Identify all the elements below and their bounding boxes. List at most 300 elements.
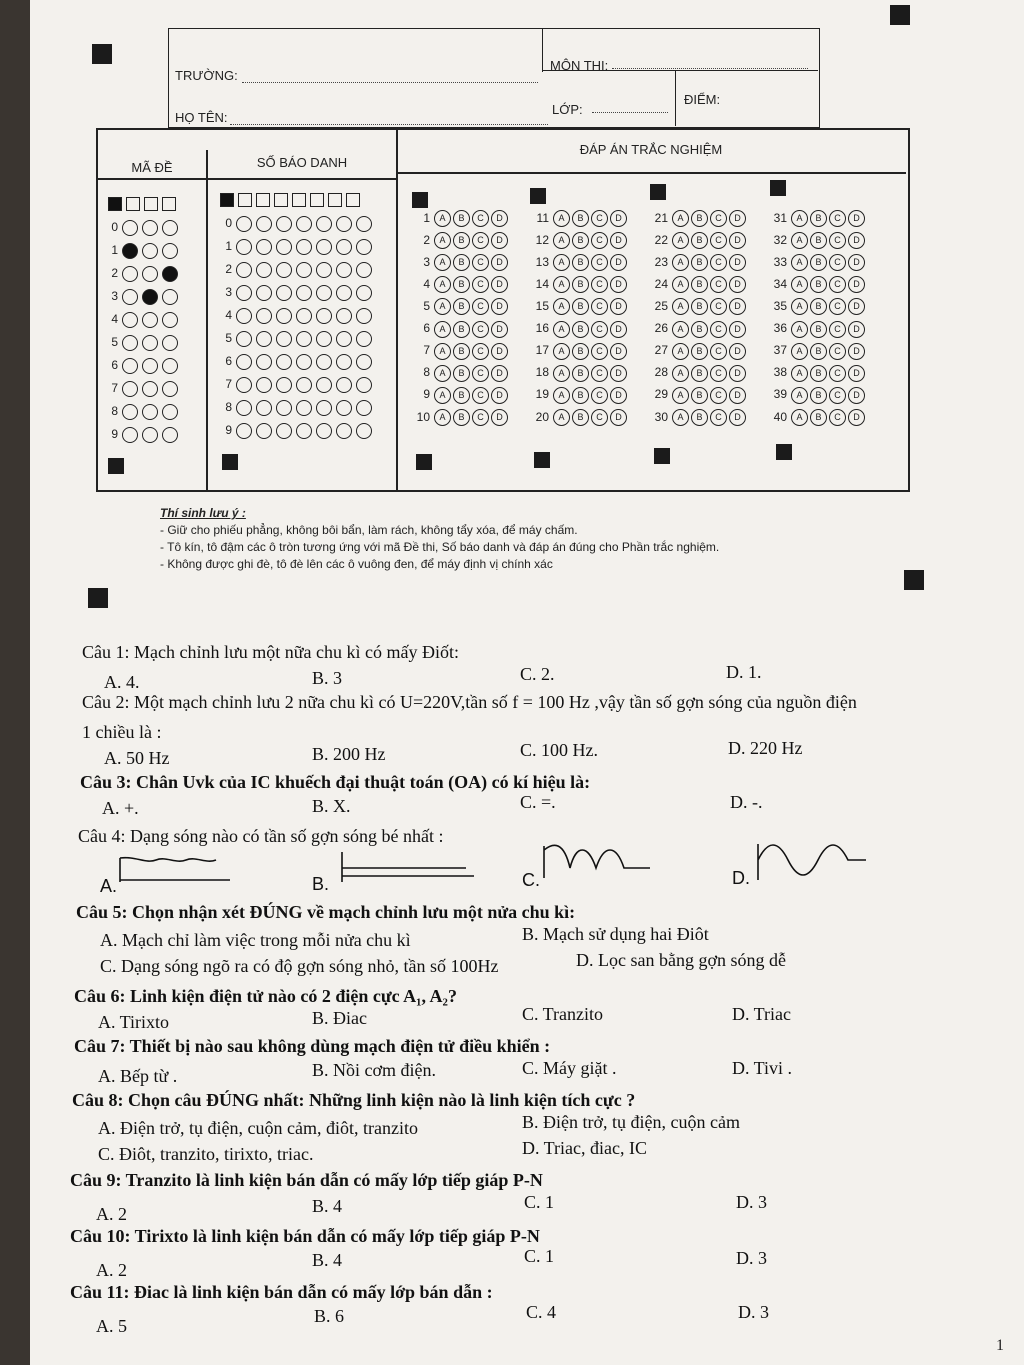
answer-bubble[interactable]: A <box>791 210 808 227</box>
ma-de-bubble[interactable] <box>142 289 158 305</box>
answer-bubble[interactable]: C <box>829 298 846 315</box>
answer-marker <box>650 184 666 200</box>
ma-de-bubble[interactable] <box>122 243 138 259</box>
answer-bubble[interactable]: D <box>848 321 865 338</box>
answer-bubble[interactable]: D <box>610 409 627 426</box>
answer-bubble[interactable]: B <box>572 409 589 426</box>
sbd-bubble[interactable] <box>356 216 372 232</box>
answer-bubble[interactable]: D <box>848 298 865 315</box>
answer-bubble[interactable]: B <box>810 276 827 293</box>
question-4: Câu 4: Dạng sóng nào có tần số gợn sóng bé nhất : <box>78 826 444 846</box>
answer-bubble[interactable]: A <box>672 387 689 404</box>
answer-bubble[interactable]: B <box>691 276 708 293</box>
sbd-bubble[interactable] <box>276 331 292 347</box>
answer-bubble[interactable]: B <box>810 210 827 227</box>
answer-bubble[interactable]: B <box>572 232 589 249</box>
sbd-bubble[interactable] <box>276 239 292 255</box>
sbd-bubble[interactable] <box>316 354 332 370</box>
ma-de-bubble[interactable] <box>142 427 158 443</box>
answer-bubble[interactable]: C <box>472 321 489 338</box>
sbd-bubble[interactable] <box>256 400 272 416</box>
answer-bubble[interactable]: B <box>810 298 827 315</box>
answer-bubble[interactable]: B <box>453 343 470 360</box>
sbd-bubble[interactable] <box>296 354 312 370</box>
answer-bubble[interactable]: B <box>691 387 708 404</box>
sbd-bubble[interactable] <box>276 423 292 439</box>
sbd-bubble[interactable] <box>336 423 352 439</box>
answer-bubble[interactable]: B <box>572 210 589 227</box>
digit-label: 5 <box>225 331 232 346</box>
sbd-bubble[interactable] <box>276 216 292 232</box>
question-number: 20 <box>535 409 549 424</box>
sbd-bubble[interactable] <box>236 262 252 278</box>
ma-de-bubble[interactable] <box>162 289 178 305</box>
ma-de-row <box>108 312 182 328</box>
sbd-bubble[interactable] <box>296 331 312 347</box>
option-d: D. 220 Hz <box>728 738 803 758</box>
answer-bubble[interactable]: B <box>810 343 827 360</box>
question-number: 21 <box>654 210 668 225</box>
sbd-bubble[interactable] <box>276 308 292 324</box>
answer-bubble[interactable]: D <box>491 276 508 293</box>
answer-bubble[interactable]: A <box>791 298 808 315</box>
answer-bubble[interactable]: B <box>453 387 470 404</box>
answer-bubble[interactable]: C <box>710 254 727 271</box>
ma-de-bubble[interactable] <box>162 381 178 397</box>
answer-bubble[interactable]: A <box>791 321 808 338</box>
ma-de-bubble[interactable] <box>162 312 178 328</box>
answer-bubble[interactable]: C <box>591 321 608 338</box>
sbd-bubble[interactable] <box>256 285 272 301</box>
answer-bubble[interactable]: D <box>491 365 508 382</box>
option-d: D. 3 <box>736 1248 767 1268</box>
answer-bubble[interactable]: B <box>453 409 470 426</box>
sbd-bubble[interactable] <box>356 377 372 393</box>
answer-bubble[interactable]: D <box>491 210 508 227</box>
answer-bubble[interactable]: B <box>691 232 708 249</box>
answer-bubble[interactable]: C <box>472 409 489 426</box>
answer-bubble[interactable]: D <box>848 343 865 360</box>
answer-bubble[interactable]: D <box>729 210 746 227</box>
answer-bubble[interactable]: C <box>710 387 727 404</box>
answer-group <box>769 409 888 426</box>
answer-bubble[interactable]: B <box>691 298 708 315</box>
answer-bubble[interactable]: A <box>553 365 570 382</box>
answer-group <box>650 210 769 227</box>
sbd-bubble[interactable] <box>316 285 332 301</box>
sbd-bubble[interactable] <box>296 400 312 416</box>
answer-bubble[interactable]: A <box>553 232 570 249</box>
sbd-bubble[interactable] <box>316 262 332 278</box>
question-number: 34 <box>773 276 787 291</box>
question-number: 9 <box>423 387 430 402</box>
answer-bubble[interactable]: A <box>553 409 570 426</box>
answer-bubble[interactable]: A <box>672 321 689 338</box>
ma-de-bubble[interactable] <box>142 381 158 397</box>
ma-de-bubble[interactable] <box>122 335 138 351</box>
sbd-bubble[interactable] <box>276 377 292 393</box>
answer-bubble[interactable]: B <box>453 276 470 293</box>
answer-group <box>650 276 769 293</box>
answer-bubble[interactable]: A <box>434 276 451 293</box>
answer-bubble[interactable]: D <box>729 343 746 360</box>
ma-de-bubble[interactable] <box>162 358 178 374</box>
sbd-bubble[interactable] <box>336 239 352 255</box>
answer-bubble[interactable]: D <box>610 321 627 338</box>
answer-bubble[interactable]: B <box>810 409 827 426</box>
ma-de-row <box>108 404 182 420</box>
sbd-bubble[interactable] <box>316 239 332 255</box>
answer-bubble[interactable]: A <box>672 365 689 382</box>
answer-bubble[interactable]: A <box>434 254 451 271</box>
answer-bubble[interactable]: B <box>691 254 708 271</box>
answer-bubble[interactable]: C <box>829 387 846 404</box>
answer-bubble[interactable]: D <box>610 254 627 271</box>
answer-bubble[interactable]: A <box>553 254 570 271</box>
answer-bubble[interactable]: B <box>572 254 589 271</box>
ma-de-bubble[interactable] <box>122 289 138 305</box>
answer-bubble[interactable]: C <box>472 210 489 227</box>
sbd-bubble[interactable] <box>336 262 352 278</box>
answer-group <box>531 254 650 271</box>
ma-de-bubble[interactable] <box>142 243 158 259</box>
answer-bubble[interactable]: D <box>610 210 627 227</box>
answer-bubble[interactable]: C <box>829 276 846 293</box>
answer-bubble[interactable]: A <box>434 210 451 227</box>
answer-bubble[interactable]: A <box>791 254 808 271</box>
answer-bubble[interactable]: A <box>553 387 570 404</box>
sbd-bubble[interactable] <box>236 377 252 393</box>
sbd-bubble[interactable] <box>256 239 272 255</box>
answer-bubble[interactable]: D <box>610 365 627 382</box>
answer-bubble[interactable]: A <box>672 232 689 249</box>
answer-bubble[interactable]: C <box>591 409 608 426</box>
sbd-bubble[interactable] <box>336 216 352 232</box>
answer-bubble[interactable]: B <box>453 321 470 338</box>
answer-bubble[interactable]: B <box>572 365 589 382</box>
answer-bubble[interactable]: A <box>553 298 570 315</box>
ma-de-bubble[interactable] <box>122 404 138 420</box>
option-d: D. 3 <box>738 1302 769 1322</box>
answer-bubble[interactable]: C <box>591 276 608 293</box>
answer-bubble[interactable]: C <box>591 210 608 227</box>
answer-bubble[interactable]: B <box>453 365 470 382</box>
answer-bubble[interactable]: D <box>491 232 508 249</box>
answer-bubble[interactable]: C <box>591 343 608 360</box>
option-c: C. 1 <box>524 1192 555 1212</box>
answer-bubble[interactable]: D <box>848 365 865 382</box>
option-b: B. 4 <box>312 1196 343 1216</box>
answer-bubble[interactable]: C <box>710 276 727 293</box>
answer-bubble[interactable]: A <box>553 321 570 338</box>
answer-bubble[interactable]: B <box>810 254 827 271</box>
sbd-bubble[interactable] <box>336 285 352 301</box>
answer-bubble[interactable]: C <box>829 254 846 271</box>
answer-bubble[interactable]: D <box>610 298 627 315</box>
ma-de-bubble[interactable] <box>162 404 178 420</box>
ma-de-bubble[interactable] <box>162 220 178 236</box>
answer-bubble[interactable]: A <box>434 232 451 249</box>
sbd-bubble[interactable] <box>276 354 292 370</box>
answer-bubble[interactable]: A <box>434 387 451 404</box>
grid-title-row2 <box>396 172 906 174</box>
sbd-bubble[interactable] <box>236 354 252 370</box>
sbd-bubble[interactable] <box>356 400 372 416</box>
answer-bubble[interactable]: C <box>591 254 608 271</box>
answer-bubble[interactable]: B <box>453 232 470 249</box>
answer-bubble[interactable]: A <box>672 254 689 271</box>
answer-bubble[interactable]: A <box>553 343 570 360</box>
sbd-bubble[interactable] <box>256 331 272 347</box>
sbd-bubble[interactable] <box>256 216 272 232</box>
class-line <box>592 112 668 113</box>
answer-bubble[interactable]: C <box>472 365 489 382</box>
answer-bubble[interactable]: A <box>672 298 689 315</box>
answer-bubble[interactable]: B <box>453 298 470 315</box>
sbd-bubble[interactable] <box>236 285 252 301</box>
answer-bubble[interactable]: B <box>453 254 470 271</box>
sbd-bubble[interactable] <box>316 377 332 393</box>
ma-de-bubble[interactable] <box>142 335 158 351</box>
sbd-bubble[interactable] <box>296 308 312 324</box>
sbd-bubble[interactable] <box>356 331 372 347</box>
option-c: C. 4 <box>526 1302 557 1322</box>
ma-de-bubble[interactable] <box>122 427 138 443</box>
answer-bubble[interactable]: A <box>791 232 808 249</box>
answer-bubble[interactable]: C <box>472 276 489 293</box>
answer-bubble[interactable]: B <box>453 210 470 227</box>
answer-bubble[interactable]: B <box>572 298 589 315</box>
ma-de-bubble[interactable] <box>142 220 158 236</box>
sbd-bubble[interactable] <box>356 354 372 370</box>
sbd-bubble[interactable] <box>356 308 372 324</box>
answer-bubble[interactable]: D <box>729 276 746 293</box>
answer-bubble[interactable]: C <box>829 210 846 227</box>
sbd-bubble[interactable] <box>336 331 352 347</box>
sbd-row <box>222 400 376 416</box>
ma-de-bubble[interactable] <box>122 312 138 328</box>
answer-bubble[interactable]: B <box>572 387 589 404</box>
ma-de-bubble[interactable] <box>142 404 158 420</box>
answer-bubble[interactable]: D <box>491 343 508 360</box>
sbd-bubble[interactable] <box>336 354 352 370</box>
digit-label: 1 <box>111 243 118 258</box>
answer-bubble[interactable]: B <box>810 365 827 382</box>
ma-de-bubble[interactable] <box>122 266 138 282</box>
sbd-bubble[interactable] <box>296 423 312 439</box>
answer-bubble[interactable]: D <box>610 343 627 360</box>
ma-de-bubble[interactable] <box>122 220 138 236</box>
answer-bubble[interactable]: B <box>810 232 827 249</box>
answer-bubble[interactable]: A <box>672 343 689 360</box>
answer-bubble[interactable]: D <box>729 298 746 315</box>
answer-bubble[interactable]: C <box>829 232 846 249</box>
answer-bubble[interactable]: D <box>848 232 865 249</box>
sbd-bubble[interactable] <box>316 400 332 416</box>
answer-bubble[interactable]: A <box>791 343 808 360</box>
answer-bubble[interactable]: D <box>491 387 508 404</box>
sbd-bubble[interactable] <box>236 331 252 347</box>
answer-bubble[interactable]: B <box>572 276 589 293</box>
answer-bubble[interactable]: D <box>848 254 865 271</box>
sbd-bubble[interactable] <box>256 308 272 324</box>
answer-bubble[interactable]: A <box>553 210 570 227</box>
answer-bubble[interactable]: C <box>710 210 727 227</box>
ma-de-bubble[interactable] <box>162 266 178 282</box>
answer-bubble[interactable]: B <box>691 210 708 227</box>
answer-bubble[interactable]: C <box>710 409 727 426</box>
answer-bubble[interactable]: A <box>791 365 808 382</box>
answer-bubble[interactable]: D <box>610 276 627 293</box>
answer-bubble[interactable]: C <box>472 298 489 315</box>
answer-bubble[interactable]: C <box>472 232 489 249</box>
sbd-bubble[interactable] <box>296 216 312 232</box>
answer-bubble[interactable]: D <box>729 321 746 338</box>
answer-bubble[interactable]: D <box>729 232 746 249</box>
answer-bubble[interactable]: D <box>610 232 627 249</box>
question-number: 3 <box>423 254 430 269</box>
sbd-bubble[interactable] <box>336 308 352 324</box>
question-7: Câu 7: Thiết bị nào sau không dùng mạch điện tử điều khiển : <box>74 1036 551 1056</box>
answer-bubble[interactable]: B <box>691 343 708 360</box>
answer-bubble[interactable]: C <box>710 343 727 360</box>
ma-de-header-squares <box>108 196 180 211</box>
answer-bubble[interactable]: D <box>491 254 508 271</box>
answer-bubble[interactable]: A <box>434 298 451 315</box>
sbd-bubble[interactable] <box>256 354 272 370</box>
sbd-square <box>274 193 288 207</box>
marker-top-left <box>92 44 112 64</box>
answer-group <box>412 210 531 227</box>
answer-bubble[interactable]: B <box>691 365 708 382</box>
answer-bubble[interactable]: A <box>434 343 451 360</box>
sbd-bubble[interactable] <box>356 239 372 255</box>
sbd-bubble[interactable] <box>236 216 252 232</box>
sbd-bubble[interactable] <box>336 377 352 393</box>
answer-bubble[interactable]: C <box>472 254 489 271</box>
answer-bubble[interactable]: A <box>672 409 689 426</box>
sbd-bubble[interactable] <box>316 423 332 439</box>
sbd-bubble[interactable] <box>316 308 332 324</box>
answer-bubble[interactable]: A <box>791 409 808 426</box>
answer-bubble[interactable]: C <box>710 365 727 382</box>
sbd-bubble[interactable] <box>316 216 332 232</box>
answer-group <box>769 343 888 360</box>
answer-bubble[interactable]: D <box>848 387 865 404</box>
answer-bubble[interactable]: B <box>810 387 827 404</box>
ma-de-bubble[interactable] <box>142 266 158 282</box>
answer-bubble[interactable]: C <box>591 232 608 249</box>
answer-bubble[interactable]: B <box>810 321 827 338</box>
answer-bubble[interactable]: D <box>848 210 865 227</box>
question-number: 18 <box>535 365 549 380</box>
answer-bubble[interactable]: A <box>791 276 808 293</box>
sbd-bubble[interactable] <box>256 262 272 278</box>
answer-bubble[interactable]: C <box>829 321 846 338</box>
question-number: 23 <box>654 254 668 269</box>
answer-bubble[interactable]: B <box>572 343 589 360</box>
answer-bubble[interactable]: A <box>434 409 451 426</box>
sbd-bubble[interactable] <box>236 308 252 324</box>
answer-group <box>531 409 650 426</box>
sbd-bubble[interactable] <box>236 423 252 439</box>
answer-bubble[interactable]: C <box>710 232 727 249</box>
answer-row <box>412 387 888 404</box>
answer-bubble[interactable]: D <box>848 409 865 426</box>
sbd-bubble[interactable] <box>356 262 372 278</box>
sbd-bubble[interactable] <box>236 239 252 255</box>
ma-de-bubble[interactable] <box>142 312 158 328</box>
answer-bubble[interactable]: C <box>591 298 608 315</box>
sbd-bubble[interactable] <box>316 331 332 347</box>
answer-bubble[interactable]: A <box>553 276 570 293</box>
sbd-bubble[interactable] <box>276 262 292 278</box>
answer-bubble[interactable]: D <box>729 387 746 404</box>
answer-bubble[interactable]: B <box>691 321 708 338</box>
grid-col1 <box>206 150 208 490</box>
answer-bubble[interactable]: A <box>434 321 451 338</box>
answer-bubble[interactable]: C <box>829 365 846 382</box>
answer-bubble[interactable]: D <box>491 321 508 338</box>
ma-de-bubble[interactable] <box>162 335 178 351</box>
ma-de-bubble[interactable] <box>122 381 138 397</box>
sbd-bubble[interactable] <box>276 400 292 416</box>
sbd-bubble[interactable] <box>296 262 312 278</box>
sbd-bubble[interactable] <box>296 239 312 255</box>
answer-bubble[interactable]: C <box>710 298 727 315</box>
sbd-bubble[interactable] <box>256 423 272 439</box>
answer-bubble[interactable]: C <box>829 409 846 426</box>
answer-bubble[interactable]: C <box>591 365 608 382</box>
sbd-bubble[interactable] <box>296 285 312 301</box>
ma-de-bubble[interactable] <box>162 243 178 259</box>
answer-bubble[interactable]: A <box>672 276 689 293</box>
answer-bubble[interactable]: C <box>472 343 489 360</box>
answer-bubble[interactable]: B <box>572 321 589 338</box>
ma-de-bubble[interactable] <box>162 427 178 443</box>
ma-de-bubble[interactable] <box>142 358 158 374</box>
answer-bubble[interactable]: A <box>791 387 808 404</box>
answer-bubble[interactable]: D <box>848 276 865 293</box>
digit-label: 4 <box>111 312 118 327</box>
answer-bubble[interactable]: D <box>729 365 746 382</box>
answer-group <box>531 343 650 360</box>
answer-bubble[interactable]: D <box>610 387 627 404</box>
answer-bubble[interactable]: A <box>434 365 451 382</box>
answer-bubble[interactable]: D <box>729 254 746 271</box>
ma-de-bubble[interactable] <box>122 358 138 374</box>
answer-row <box>412 321 888 338</box>
sbd-bubble[interactable] <box>276 285 292 301</box>
sbd-bubble[interactable] <box>356 285 372 301</box>
answer-bubble[interactable]: B <box>691 409 708 426</box>
sbd-bubble[interactable] <box>356 423 372 439</box>
sbd-bubble[interactable] <box>336 400 352 416</box>
answer-bubble[interactable]: C <box>472 387 489 404</box>
answer-bubble[interactable]: D <box>491 298 508 315</box>
answer-bubble[interactable]: C <box>829 343 846 360</box>
answer-bubble[interactable]: D <box>729 409 746 426</box>
sbd-bubble[interactable] <box>256 377 272 393</box>
digit-label: 9 <box>111 427 118 442</box>
answer-bubble[interactable]: C <box>591 387 608 404</box>
question-9: Câu 9: Tranzito là linh kiện bán dẫn có mấy lớp tiếp giáp P-N <box>70 1170 543 1190</box>
sbd-bubble[interactable] <box>236 400 252 416</box>
answer-bubble[interactable]: A <box>672 210 689 227</box>
answer-bubble[interactable]: D <box>491 409 508 426</box>
answer-bubble[interactable]: C <box>710 321 727 338</box>
sbd-bubble[interactable] <box>296 377 312 393</box>
